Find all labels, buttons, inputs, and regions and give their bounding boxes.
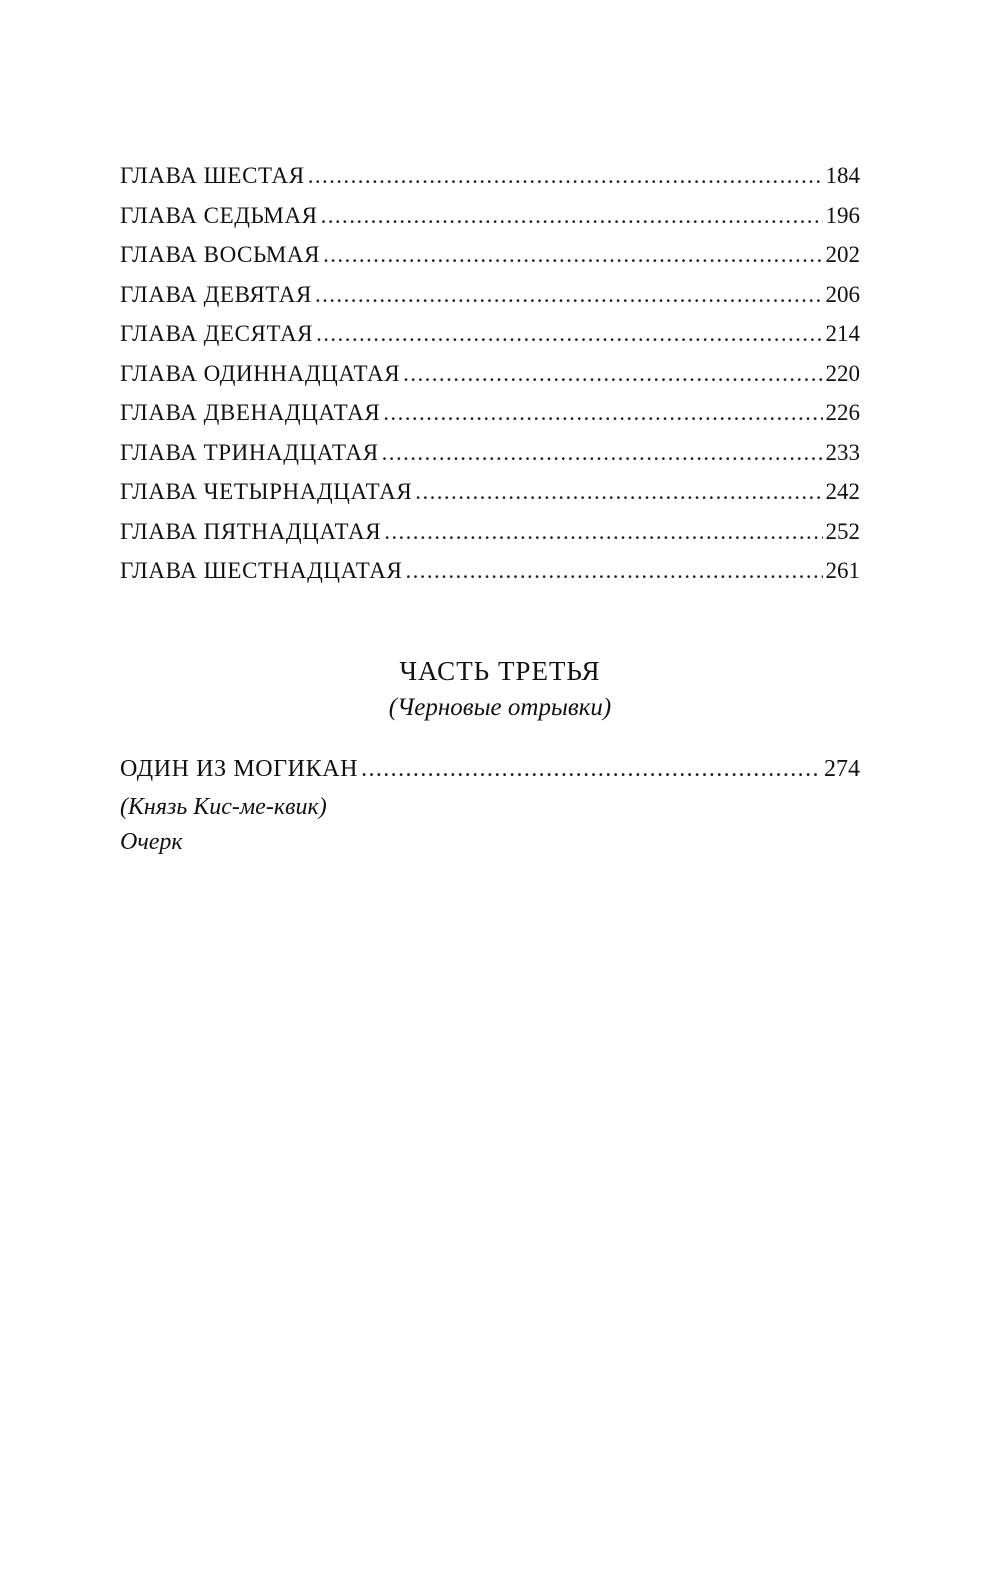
table-of-contents (120, 156, 860, 591)
page-number: 252 (825, 518, 860, 544)
page-number: 233 (825, 439, 860, 465)
dot-leader (321, 196, 823, 236)
part-three-subtitle: (Черновые отрывки) (388, 694, 612, 721)
entry-note-line-1: (Князь Кис-ме-квик) (120, 793, 327, 820)
chapter-title: ГЛАВА ПЯТНАДЦАТАЯ (120, 518, 382, 544)
toc-entry-chapter-14 (120, 472, 860, 512)
chapter-title: ГЛАВА ДВЕНАДЦАТАЯ (120, 400, 381, 425)
dot-leader (315, 275, 823, 315)
toc-entry-chapter-12 (120, 393, 860, 433)
entry-note-line-2: Очерк (120, 828, 183, 855)
toc-entry-chapter-16 (120, 551, 860, 591)
dot-leader (403, 354, 822, 394)
dot-leader (415, 472, 822, 512)
chapter-title: ГЛАВА ОДИННАДЦАТАЯ (120, 360, 401, 386)
part-three-contents (120, 750, 860, 860)
page-number: 202 (825, 242, 860, 267)
chapter-title: ГЛАВА ДЕСЯТАЯ (120, 321, 314, 346)
chapter-title: ГЛАВА ВОСЬМАЯ (120, 242, 321, 267)
page-number: 196 (825, 202, 860, 228)
page-number: 214 (825, 321, 860, 346)
dot-leader (382, 433, 823, 473)
toc-entry-chapter-7 (120, 196, 860, 236)
dot-leader (384, 512, 822, 552)
chapter-title: ГЛАВА ШЕСТНАДЦАТАЯ (120, 558, 403, 583)
toc-entry-chapter-10 (120, 314, 860, 354)
page-number: 184 (825, 163, 860, 188)
dot-leader (316, 314, 822, 354)
dot-leader (383, 393, 822, 433)
dot-leader (323, 235, 822, 275)
entry-title: ОДИН ИЗ МОГИКАН (120, 756, 359, 782)
toc-entry-one-of-mohicans (120, 750, 860, 790)
chapter-title: ГЛАВА ЧЕТЫРНАДЦАТАЯ (120, 479, 413, 504)
page-number: 226 (825, 400, 860, 425)
toc-entry-chapter-15 (120, 512, 860, 552)
page-number: 206 (825, 281, 860, 307)
chapter-title: ГЛАВА ДЕВЯТАЯ (120, 281, 312, 307)
dot-leader (405, 551, 822, 591)
page-number: 274 (824, 756, 860, 782)
toc-entry-chapter-6 (120, 156, 860, 196)
page-number: 261 (825, 558, 860, 583)
page-number: 220 (825, 360, 860, 386)
dot-leader (308, 156, 823, 196)
toc-entry-chapter-8 (120, 235, 860, 275)
page-number: 242 (825, 479, 860, 504)
chapter-title: ГЛАВА ТРИНАДЦАТАЯ (120, 439, 379, 465)
toc-entry-chapter-9 (120, 275, 860, 315)
dot-leader (361, 750, 821, 790)
chapter-title: ГЛАВА СЕДЬМАЯ (120, 202, 318, 228)
toc-entry-chapter-13 (120, 433, 860, 473)
chapter-title: ГЛАВА ШЕСТАЯ (120, 163, 305, 188)
part-three-title: ЧАСТЬ ТРЕТЬЯ (399, 656, 601, 686)
toc-entry-chapter-11 (120, 354, 860, 394)
